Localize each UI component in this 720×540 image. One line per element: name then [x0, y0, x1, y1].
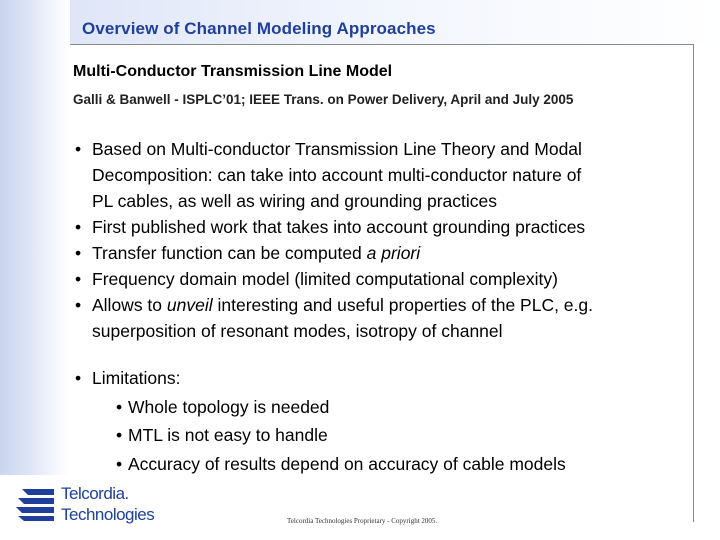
bullet-frequency-domain: [75, 266, 675, 292]
bullet-unveil-post: interesting and useful properties of the PLC, e.g.: [212, 295, 593, 315]
bullet-mtl-theory-line2: Decomposition: can take into account multi-conductor nature of: [92, 165, 582, 185]
footer-copyright: Telcordia Technologies Proprietary - Copyright 2005.: [287, 517, 438, 525]
bullet-grounding-text: First published work that takes into account grounding practices: [92, 217, 586, 237]
telcordia-logo-text: [61, 483, 154, 525]
limitation-item: • MTL is not easy to handle: [116, 421, 675, 450]
right-border-line: [693, 44, 694, 522]
citation-line: Galli & Banwell - ISPLC’01; IEEE Trans. on Power Delivery, April and July 2005: [73, 92, 574, 107]
bullet-transfer-function-emphasis: a priori: [366, 243, 421, 263]
title-divider: [70, 44, 694, 45]
logo-line-technologies: Technologies: [61, 505, 155, 524]
limitations-item: [75, 364, 675, 478]
section-subtitle: Multi-Conductor Transmission Line Model: [73, 63, 393, 80]
bullet-unveil-line2: superposition of resonant modes, isotropy of channel: [92, 321, 503, 341]
bullet-mtl-theory: [75, 136, 675, 214]
bullet-frequency-domain-text: Frequency domain model (limited computational complexity): [92, 269, 558, 289]
limitation-item: • Whole topology is needed: [116, 393, 675, 422]
feature-bullet-list: [75, 136, 675, 344]
telcordia-mark-icon: [14, 485, 56, 523]
bullet-transfer-function-text: Transfer function can be computed: [92, 243, 367, 263]
limitations-sublist: [92, 393, 675, 479]
bullet-unveil-line1: [92, 292, 675, 318]
telcordia-logo: [14, 483, 174, 531]
limitations-heading: Limitations:: [92, 368, 181, 388]
logo-line-telcordia: Telcordia.: [61, 484, 129, 503]
left-gradient-band: [0, 0, 70, 475]
bullet-grounding: [75, 214, 675, 240]
slide-title: Overview of Channel Modeling Approaches: [82, 19, 436, 38]
bullet-unveil-emphasis: unveil: [166, 295, 213, 315]
limitations-list: [75, 364, 675, 478]
bullet-unveil-properties: [75, 292, 675, 344]
bullet-mtl-theory-line1: • Based on Multi-conductor Transmission Line Theory and Modal: [92, 139, 582, 159]
limitation-item: • Accuracy of results depend on accuracy of cable models: [116, 450, 675, 479]
bullet-transfer-function: [75, 240, 675, 266]
bullet-mtl-theory-line3: PL cables, as well as wiring and grounding practices: [92, 191, 497, 211]
bullet-unveil-pre: Allows to: [92, 295, 167, 315]
